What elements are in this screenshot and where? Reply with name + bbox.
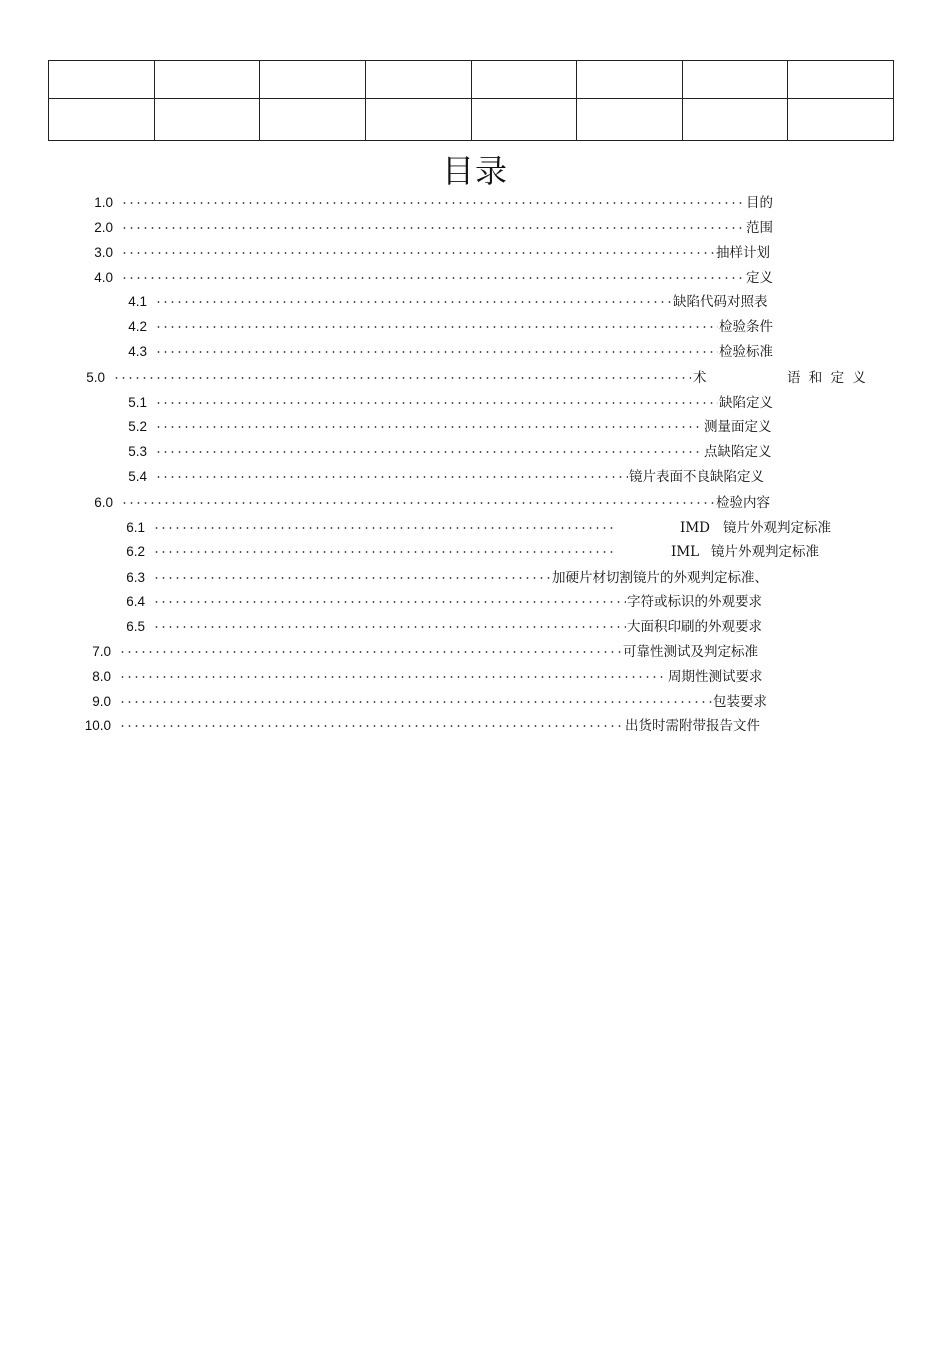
- toc-leader-dots: [155, 326, 718, 328]
- toc-entry-number: 5.3: [128, 444, 147, 459]
- toc-entry-label: 目的: [746, 195, 773, 211]
- toc-entry-label: 字符或标识的外观要求: [627, 594, 762, 610]
- toc-leader-dots: [155, 402, 718, 404]
- toc-entry-label: 加硬片材切割镜片的外观判定标准、: [552, 570, 768, 586]
- toc-entry[interactable]: [115, 518, 855, 538]
- toc-leader-dots: [119, 676, 667, 678]
- toc-entry-number: 7.0: [92, 644, 111, 659]
- header-cell: [154, 99, 260, 141]
- toc-leader-dots: [121, 202, 745, 204]
- toc-leader-dots: [153, 527, 613, 529]
- toc-entry-number: 5.2: [128, 419, 147, 434]
- toc-entry[interactable]: [117, 393, 787, 413]
- header-cell: [471, 61, 577, 99]
- toc-entry-label: 定义: [746, 270, 773, 286]
- toc-entry-number: 1.0: [94, 195, 113, 210]
- toc-entry[interactable]: [81, 692, 781, 712]
- toc-entry-number: 6.3: [126, 570, 145, 585]
- toc-leader-dots: [119, 701, 712, 703]
- toc-entry[interactable]: [115, 592, 795, 612]
- toc-entry-label: 抽样计划: [716, 245, 770, 261]
- header-cell: [682, 99, 788, 141]
- header-cell: [577, 99, 683, 141]
- toc-entry-label: 检验内容: [716, 495, 770, 511]
- toc-leader-dots: [155, 476, 628, 478]
- toc-entry-label: 缺陷代码对照表: [673, 294, 768, 310]
- header-cell: [260, 61, 366, 99]
- toc-leader-dots: [155, 301, 672, 303]
- toc-entry-label: 镜片外观判定标准: [723, 520, 831, 536]
- toc-entry-label: 点缺陷定义: [704, 444, 772, 460]
- toc-leader-dots: [113, 377, 691, 379]
- toc-leader-dots: [121, 252, 715, 254]
- toc-title: 目录: [441, 152, 508, 190]
- toc-entry[interactable]: [115, 568, 795, 588]
- toc-leader-dots: [121, 502, 715, 504]
- toc-entry[interactable]: [115, 542, 855, 562]
- toc-entry-label: 缺陷定义: [719, 395, 773, 411]
- toc-entry-label: 范围: [746, 220, 773, 236]
- toc-leader-dots: [153, 601, 626, 603]
- header-cell: [365, 61, 471, 99]
- toc-entry-number: 4.0: [94, 270, 113, 285]
- toc-entry[interactable]: [117, 467, 787, 487]
- toc-leader-dots: [155, 426, 703, 428]
- toc-entry[interactable]: [117, 342, 787, 362]
- toc-entry-label: 大面积印刷的外观要求: [627, 619, 762, 635]
- header-cell: [788, 99, 894, 141]
- toc-entry[interactable]: [81, 642, 781, 662]
- toc-entry[interactable]: [117, 442, 787, 462]
- toc-entry-number: 5.4: [128, 469, 147, 484]
- toc-entry-label: 语 和 定 义: [787, 370, 868, 386]
- toc-entry-number: 6.4: [126, 594, 145, 609]
- toc-entry[interactable]: [83, 268, 783, 288]
- toc-entry-label: 镜片外观判定标准: [711, 544, 819, 560]
- toc-entry-prefix: IMD: [680, 520, 710, 536]
- header-cell: [49, 99, 155, 141]
- toc-entry[interactable]: [117, 292, 787, 312]
- toc-entry-number: 8.0: [92, 669, 111, 684]
- toc-entry-number: 4.2: [128, 319, 147, 334]
- toc-entry-label: 检验条件: [719, 319, 773, 335]
- toc-entry-number: 10.0: [84, 718, 111, 733]
- toc-entry-number: 2.0: [94, 220, 113, 235]
- header-cell: [682, 61, 788, 99]
- toc-entry-label: 测量面定义: [704, 419, 772, 435]
- header-grid-row: [49, 61, 894, 99]
- toc-leader-dots: [153, 626, 626, 628]
- header-cell: [154, 61, 260, 99]
- header-cell: [788, 61, 894, 99]
- toc-entry-label: 可靠性测试及判定标准: [623, 644, 758, 660]
- toc-leader-dots: [119, 725, 624, 727]
- toc-leader-dots: [155, 451, 703, 453]
- toc-entry-number: 3.0: [94, 245, 113, 260]
- toc-entry-label: 周期性测试要求: [668, 669, 763, 685]
- header-cell: [260, 99, 366, 141]
- toc-entry-number: 5.1: [128, 395, 147, 410]
- toc-leader-dots: [119, 651, 622, 653]
- toc-entry-number: 6.0: [94, 495, 113, 510]
- toc-entry[interactable]: [83, 243, 783, 263]
- toc-entry[interactable]: [75, 368, 875, 388]
- header-grid: [48, 60, 894, 141]
- toc-entry-label: 包装要求: [713, 694, 767, 710]
- toc-entry-label: 镜片表面不良缺陷定义: [629, 469, 764, 485]
- header-cell: [471, 99, 577, 141]
- toc-entry[interactable]: [115, 617, 795, 637]
- header-cell: [49, 61, 155, 99]
- toc-entry[interactable]: [81, 716, 781, 736]
- toc-entry-label: 出货时需附带报告文件: [625, 718, 760, 734]
- toc-entry[interactable]: [81, 667, 781, 687]
- toc-entry-number: 6.1: [126, 520, 145, 535]
- toc-entry-label: 术: [693, 370, 707, 386]
- toc-leader-dots: [153, 551, 613, 553]
- toc-entry[interactable]: [117, 317, 787, 337]
- toc-leader-dots: [121, 277, 745, 279]
- toc-entry-number: 4.3: [128, 344, 147, 359]
- toc-entry-number: 5.0: [86, 370, 105, 385]
- toc-leader-dots: [153, 577, 551, 579]
- toc-entry-number: 6.2: [126, 544, 145, 559]
- toc-entry[interactable]: [83, 193, 783, 213]
- toc-entry-number: 6.5: [126, 619, 145, 634]
- toc-entry-label: 检验标准: [719, 344, 773, 360]
- toc-entry-number: 4.1: [128, 294, 147, 309]
- header-cell: [365, 99, 471, 141]
- toc-leader-dots: [121, 227, 745, 229]
- toc-entry[interactable]: [117, 417, 787, 437]
- toc-leader-dots: [155, 351, 718, 353]
- header-grid-row: [49, 99, 894, 141]
- toc-entry[interactable]: [83, 493, 783, 513]
- toc-entry-number: 9.0: [92, 694, 111, 709]
- toc-entry[interactable]: [83, 218, 783, 238]
- header-cell: [577, 61, 683, 99]
- toc-entry-prefix: IML: [671, 544, 700, 560]
